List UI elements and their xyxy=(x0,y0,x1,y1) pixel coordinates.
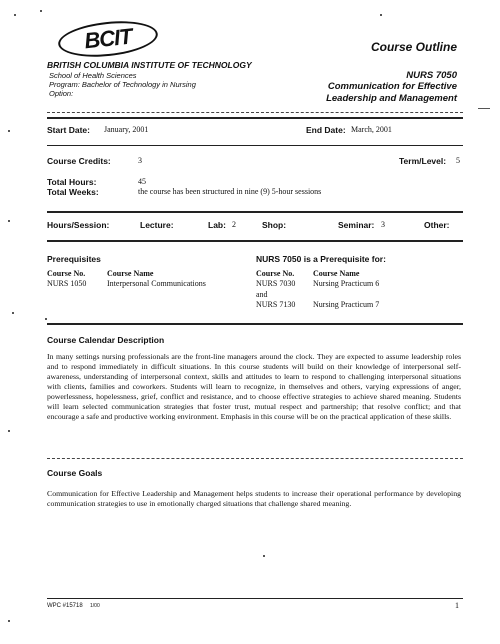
prereq-for-course-no: NURS 7030 xyxy=(256,279,296,288)
program-name: Program: Bachelor of Technology in Nursing xyxy=(49,80,196,89)
prerequisites-title: Prerequisites xyxy=(47,254,101,264)
goals-text: Communication for Effective Leadership and Management helps students to increase their operational performance by developing communication strategies to use in emotionally charged situations that challenge shared meaning. xyxy=(47,489,461,508)
scan-speck xyxy=(8,620,10,622)
option-label: Option: xyxy=(49,89,74,98)
footer-date: 1/00 xyxy=(90,603,100,609)
scan-speck xyxy=(380,14,382,16)
divider xyxy=(47,145,463,146)
bcit-logo xyxy=(56,17,159,61)
prereq-for-col-no: Course No. xyxy=(256,269,295,278)
scan-speck xyxy=(8,220,10,222)
total-hours-label: Total Hours: xyxy=(47,177,97,187)
course-title-line1: Communication for Effective xyxy=(327,81,457,92)
footer-form: WPC #15718 xyxy=(47,603,83,609)
hours-session-label: Hours/Session: xyxy=(47,220,110,230)
scan-speck xyxy=(14,14,16,16)
prereq-for-col-name: Course Name xyxy=(313,269,360,278)
prereq-for-course-name: Nursing Practicum 7 xyxy=(313,300,380,309)
credits-label: Course Credits: xyxy=(47,156,111,166)
goals-title: Course Goals xyxy=(47,468,103,478)
calendar-title: Course Calendar Description xyxy=(47,335,165,345)
prereq-col-name: Course Name xyxy=(107,269,154,278)
divider xyxy=(47,323,463,325)
calendar-text: In many settings nursing professionals are the front-line managers around the clock. They are expected to assume leadership roles and to respond immediately in difficult situations. In this course students will build on their knowledge of interpersonal self-awareness, understanding of interpersonal context, skills and attitudes to learn to respond to challenging interpersonal situations with clients, families and coworkers. Students will learn to recognize, in themselves and others, varying expressions of anger, powerlessness, hopelessness, grief, conflict and resistance, and to choose effective strategies to achieve shared meaning. Students will learn selected communication strategies that foster trust, mutual respect and partnership; that resolve conflict; and that encourage a safe and productive working environment. Emphasis in this course will be on the practical application of these skills. xyxy=(47,352,461,421)
header-divider xyxy=(47,112,463,113)
footer-rule xyxy=(47,598,463,599)
scan-speck xyxy=(8,130,10,132)
prereq-for-course-name: Nursing Practicum 6 xyxy=(313,279,380,288)
scan-speck xyxy=(263,555,265,557)
other-label: Other: xyxy=(424,220,450,230)
page-number: 1 xyxy=(455,601,459,610)
lab-label: Lab: xyxy=(208,220,226,230)
seminar-label: Seminar: xyxy=(338,220,375,230)
end-date-value: March, 2001 xyxy=(351,125,392,134)
scan-speck xyxy=(40,10,42,12)
shop-label: Shop: xyxy=(262,220,287,230)
credits-value: 3 xyxy=(138,156,142,165)
prereq-for-course-no: NURS 7130 xyxy=(256,300,296,309)
scan-speck xyxy=(478,108,490,109)
lecture-label: Lecture: xyxy=(140,220,174,230)
course-title-line2: Leadership and Management xyxy=(326,93,457,104)
divider xyxy=(47,240,463,242)
term-value: 5 xyxy=(456,156,460,165)
prereq-course-name: Interpersonal Communications xyxy=(107,279,206,288)
divider xyxy=(47,211,463,213)
start-date-label: Start Date: xyxy=(47,125,90,135)
total-weeks-value: the course has been structured in nine (9) 5-hour sessions xyxy=(138,187,322,196)
scan-speck xyxy=(45,318,47,320)
logo-text: BCIT xyxy=(83,23,133,54)
lab-value: 2 xyxy=(232,220,236,229)
doc-type: Course Outline xyxy=(370,40,457,54)
header-rule xyxy=(47,117,463,119)
prereq-for-and: and xyxy=(256,290,268,299)
prereq-for-title: NURS 7050 is a Prerequisite for: xyxy=(256,254,386,264)
course-code: NURS 7050 xyxy=(406,70,457,81)
scan-speck xyxy=(8,430,10,432)
start-date-value: January, 2001 xyxy=(104,125,149,134)
term-label: Term/Level: xyxy=(399,156,447,166)
scan-speck xyxy=(12,312,14,314)
institute-name: BRITISH COLUMBIA INSTITUTE OF TECHNOLOGY xyxy=(47,60,252,70)
prereq-col-no: Course No. xyxy=(47,269,86,278)
school-name: School of Health Sciences xyxy=(49,71,137,80)
prereq-course-no: NURS 1050 xyxy=(47,279,87,288)
seminar-value: 3 xyxy=(381,220,385,229)
total-weeks-label: Total Weeks: xyxy=(47,187,99,197)
divider xyxy=(47,458,463,459)
total-hours-value: 45 xyxy=(138,177,146,186)
end-date-label: End Date: xyxy=(306,125,346,135)
